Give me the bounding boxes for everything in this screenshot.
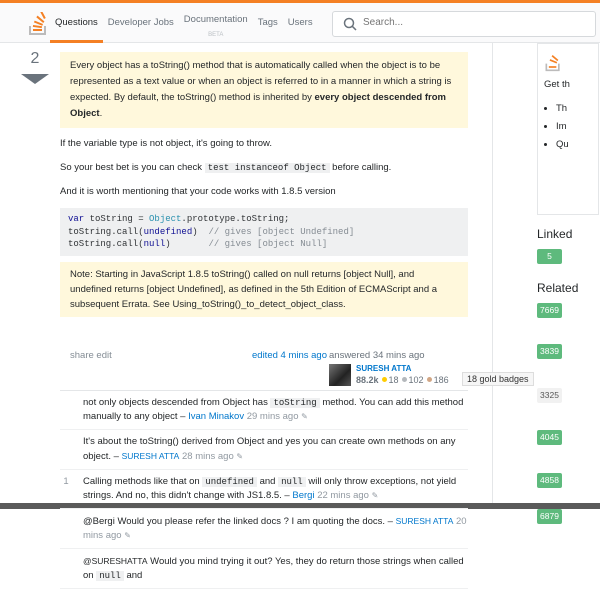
share-link[interactable]: share <box>70 350 94 361</box>
comment: not only objects descended from Object has toString method. You can add this method manually to any object – Ivan Minakov 29 mins ago ✎ <box>60 391 468 430</box>
bronze-count: 186 <box>433 375 449 385</box>
comment: @Bergi Would you please refer the linked docs ? I am quoting the docs. – SURESH ATTA 20 mins ago ✎ <box>60 509 468 549</box>
score-badge: 4858 <box>537 473 562 488</box>
score-badge: 7669 <box>537 303 562 318</box>
related-item[interactable] <box>537 388 562 403</box>
comment-user[interactable]: SURESH ATTA <box>395 516 454 526</box>
comment-time: 28 mins ago <box>181 451 234 462</box>
comment: It's about the toString() derived from Object and yes you can create own methods on any object. – SURESH ATTA 28 mins ago ✎ <box>60 430 468 470</box>
nav-documentation[interactable] <box>179 3 253 43</box>
edit-pencil-icon[interactable]: ✎ <box>371 491 379 500</box>
linked-heading: Linked <box>537 227 573 241</box>
code-block: var toString = Object.prototype.toString; toString.call(undefined) // gives [object Undefined] toString.call(null) // gives [object Null] <box>60 208 468 256</box>
paragraph: And it is worth mentioning that your code works with 1.8.5 version <box>60 186 336 197</box>
comment-user[interactable]: SURESH ATTA <box>121 451 180 461</box>
downvote-arrow-icon[interactable] <box>21 74 49 84</box>
edit-link[interactable]: edit <box>96 350 112 361</box>
promo-bullet: • Th <box>556 100 592 118</box>
edit-pencil-icon[interactable]: ✎ <box>124 531 131 540</box>
edited-link[interactable]: edited 4 mins ago <box>252 350 327 361</box>
promo-bullet: • Im <box>556 118 592 136</box>
inline-code: toString <box>270 398 319 408</box>
promo-bullet: • Qu <box>556 136 592 154</box>
vote-count: 2 <box>30 50 40 67</box>
rep-score: 88.2k <box>356 375 379 385</box>
comment-time: 29 mins ago <box>246 411 299 422</box>
nav-questions[interactable]: Questions <box>50 3 103 43</box>
comment-time: 20 mins ago <box>83 516 467 541</box>
avatar[interactable] <box>329 364 351 386</box>
post-meta <box>60 350 468 388</box>
search-input[interactable] <box>363 17 563 28</box>
score-badge: 4045 <box>537 430 562 445</box>
score-badge: 5 <box>537 249 562 264</box>
gold-badge-icon <box>382 377 387 382</box>
comment-user[interactable]: Bergi <box>292 490 315 501</box>
quote-text: Every object has a toString() method that is automatically called when the object is to be represented as a text value or when an object is referred to in a manner in which a string is expected. By default, the toString() method is inherited by <box>70 60 452 103</box>
paragraph: If the variable type is not object, it's going to throw. <box>60 138 272 149</box>
quote-bold: every object descended from Object <box>70 92 446 119</box>
nav-tags[interactable]: Tags <box>257 17 278 28</box>
search-icon <box>343 17 357 34</box>
nav-developer-jobs[interactable]: Developer Jobs <box>107 17 174 28</box>
related-item[interactable] <box>537 509 562 524</box>
stackoverflow-logo-icon <box>544 52 562 72</box>
vote-column <box>20 50 50 84</box>
comment-time: 22 mins ago <box>317 490 369 501</box>
comment: @SURESHATTA Would you mind trying it out? Yes, they do return those strings when called on null and <box>60 549 468 589</box>
comment-score: 1 <box>63 476 69 487</box>
note-blockquote: Note: Starting in JavaScript 1.8.5 toString() called on null returns [object Null], and undefined returns [object Undefined], as defined in the 5th Edition of ECMAScript and a subsequent Errata. See Using_toString()_to_detect_object_class. <box>60 262 468 317</box>
gold-count: 18 <box>388 375 399 385</box>
comment: 1 Calling methods like that on undefined and null will only throw exceptions, not yield strings. And no, this didn't change with JS1.8.5. – Bergi 22 mins ago ✎ <box>60 470 468 509</box>
stackoverflow-logo-icon[interactable] <box>28 12 48 36</box>
promo-box <box>537 43 599 215</box>
comment-user[interactable]: Ivan Minakov <box>188 411 245 422</box>
related-heading: Related <box>537 281 579 295</box>
silver-count: 102 <box>408 375 424 385</box>
silver-badge-icon <box>402 377 407 382</box>
edit-pencil-icon[interactable]: ✎ <box>236 452 244 461</box>
related-item[interactable] <box>537 473 562 488</box>
comments-list <box>60 390 468 589</box>
inline-code: null <box>278 477 306 487</box>
bronze-badge-icon <box>427 377 432 382</box>
related-item[interactable] <box>537 303 562 318</box>
score-badge: 3839 <box>537 344 562 359</box>
tooltip: 18 gold badges <box>462 372 534 386</box>
reputation <box>356 375 449 385</box>
text: before calling. <box>329 162 392 173</box>
paragraph <box>60 160 468 176</box>
sidebar <box>537 43 599 521</box>
top-navigation <box>0 3 600 43</box>
blockquote <box>60 52 468 128</box>
inline-code: undefined <box>202 477 257 487</box>
related-item[interactable] <box>537 344 562 359</box>
quote-end: . <box>99 108 103 119</box>
answered-time: answered 34 mins ago <box>329 350 425 361</box>
nav-documentation-label: Documentation <box>183 14 248 25</box>
user-link[interactable]: SURESH ATTA <box>356 364 412 373</box>
search-box[interactable] <box>332 11 596 37</box>
nav-users[interactable]: Users <box>287 17 313 28</box>
promo-text: Get th <box>544 79 570 90</box>
edit-pencil-icon[interactable]: ✎ <box>301 412 308 421</box>
linked-item[interactable] <box>537 249 562 264</box>
related-item[interactable] <box>537 430 562 445</box>
answer-body <box>60 52 468 317</box>
inline-code: test instanceof Object <box>205 163 330 173</box>
inline-code: null <box>96 571 124 581</box>
score-badge: 3325 <box>537 388 562 403</box>
beta-label: BETA <box>208 32 224 38</box>
score-badge: 6879 <box>537 509 562 524</box>
sidebar-divider <box>492 43 493 509</box>
text: So your best bet is you can check <box>60 162 205 173</box>
